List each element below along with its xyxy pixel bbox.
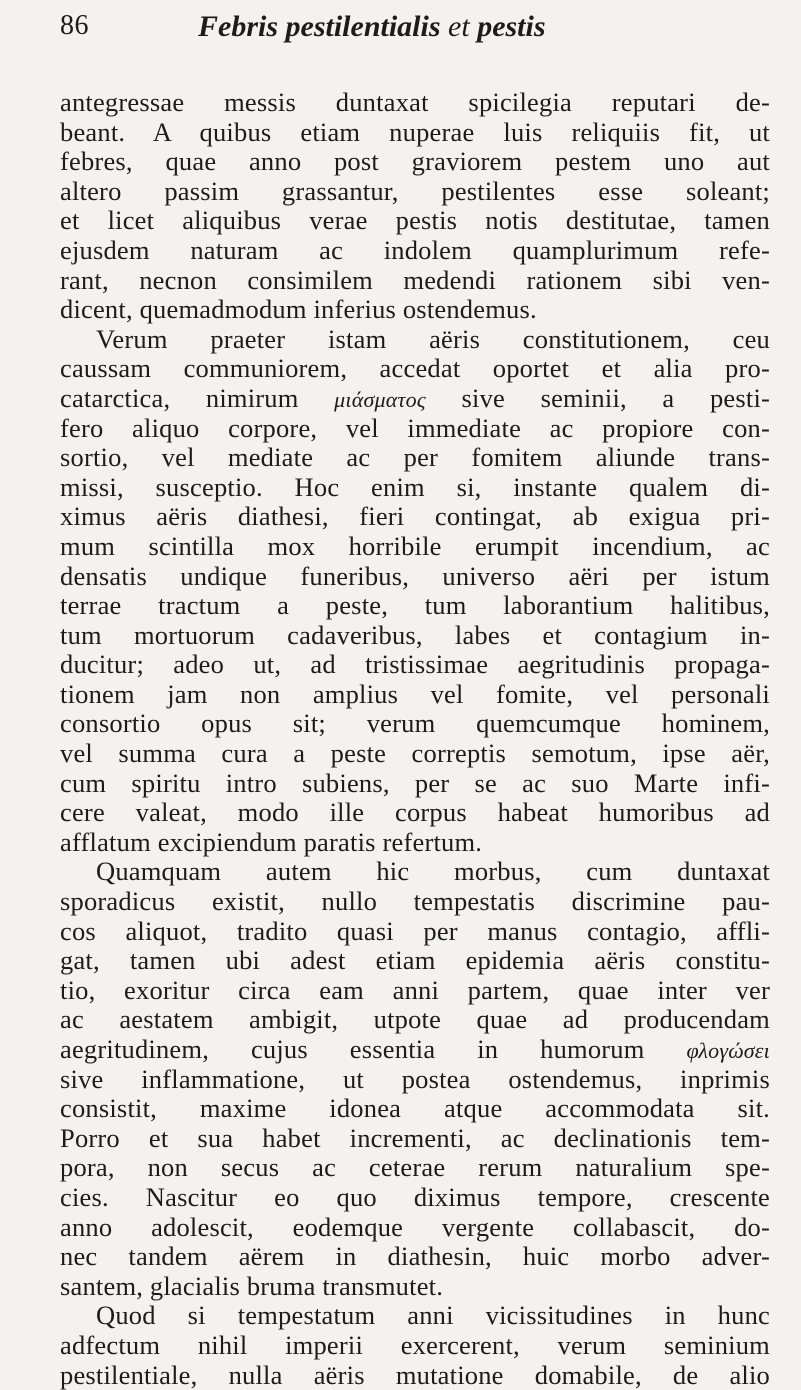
title-word-pestilentialis: pestilentialis: [285, 10, 441, 43]
text-line: dicent, quemadmodum inferius ostendemus.: [60, 294, 537, 325]
text-line: febres, quae anno post graviorem pestem uno aut: [60, 146, 770, 177]
text-segment: sive seminii, a pesti-: [461, 382, 771, 413]
text-line: fero aliquo corpore, vel immediate ac propiore con-: [60, 412, 770, 443]
text-line: altero passim grassantur, pestilentes esse soleant;: [60, 175, 770, 206]
text-segment: catarctica, nimirum: [60, 382, 299, 413]
running-title: [198, 10, 546, 44]
text-line: adfectum nihil imperii exercerent, verum seminium: [60, 1329, 770, 1360]
text-line: Verum praeter istam aëris constitutionem, ceu: [96, 323, 770, 354]
text-line: terrae tractum a peste, tum laborantium halitibus,: [60, 590, 770, 621]
text-line: ac aestatem ambigit, utpote quae ad producendam: [60, 1004, 770, 1035]
text-line: tio, exoritur circa eam anni partem, quae inter ver: [60, 974, 770, 1005]
text-line: densatis undique funeribus, universo aëri per istum: [60, 560, 770, 591]
text-line: beant. A quibus etiam nuperae luis reliquiis fit, ut: [60, 116, 770, 147]
text-line: mum scintilla mox horribile erumpit incendium, ac: [60, 530, 770, 561]
text-line: nec tandem aërem in diathesin, huic morbo adver-: [60, 1241, 770, 1272]
text-line: sortio, vel mediate ac per fomitem aliunde trans-: [60, 442, 770, 473]
text-line: antegressae messis duntaxat spicilegia reputari de-: [60, 87, 770, 117]
text-line: rant, necnon consimilem medendi rationem sibi ven-: [60, 264, 770, 295]
greek-word-miasmatos: μιάσματος: [334, 386, 426, 412]
page-number: 86: [60, 10, 89, 41]
text-line: consistit, maxime idonea atque accommodata sit.: [60, 1093, 770, 1124]
text-line: gat, tamen ubi adest etiam epidemia aëris constitu-: [60, 945, 770, 976]
text-line-with-greek: [60, 1035, 770, 1065]
text-line: afflatum excipiendum paratis refertum.: [60, 826, 483, 857]
text-line: cere valeat, modo ille corpus habeat humoribus ad: [60, 797, 770, 828]
text-line: santem, glacialis bruma transmutet.: [60, 1270, 444, 1301]
text-line: Quamquam autem hic morbus, cum duntaxat: [96, 856, 770, 887]
text-line: vel summa cura a peste correptis semotum, ipse aër,: [60, 738, 770, 769]
text-line: cos aliquot, tradito quasi per manus contagio, affli-: [60, 915, 770, 946]
text-line: sporadicus existit, nullo tempestatis discrimine pau-: [60, 886, 770, 917]
text-line: missi, susceptio. Hoc enim si, instante qualem di-: [60, 471, 770, 502]
title-word-febris: Febris: [198, 10, 279, 43]
text-line: sive inflammatione, ut postea ostendemus, inprimis: [60, 1063, 770, 1094]
text-line: et licet aliquibus verae pestis notis destitutae, tamen: [60, 205, 770, 236]
text-line: tionem jam non amplius vel fomite, vel personali: [60, 678, 770, 709]
text-line: ejusdem naturam ac indolem quamplurimum refe-: [60, 234, 770, 265]
text-line: pora, non secus ac ceterae rerum naturalium spe-: [60, 1152, 770, 1183]
text-line: consortio opus sit; verum quemcumque hominem,: [60, 708, 770, 739]
text-line-with-greek: [60, 384, 770, 414]
body-text: [60, 88, 770, 1390]
greek-word-phlogosei: φλογώσει: [686, 1038, 770, 1063]
text-line: caussam communiorem, accedat oportet et alia pro-: [60, 353, 770, 384]
text-line: tum mortuorum cadaveribus, labes et contagium in-: [60, 619, 770, 650]
text-segment: aegritudinem, cujus essentia in humorum: [60, 1034, 645, 1064]
text-line: ximus aëris diathesi, fieri contingat, ab exigua pri-: [60, 501, 770, 532]
text-line: cies. Nascitur eo quo diximus tempore, crescente: [60, 1181, 770, 1212]
text-line: anno adolescit, eodemque vergente collabascit, do-: [60, 1211, 770, 1242]
running-head: [60, 10, 760, 50]
text-line: pestilentiale, nulla aëris mutatione domabile, de alio: [60, 1359, 770, 1390]
title-word-et: et: [448, 10, 470, 43]
text-line: Quod si tempestatum anni vicissitudines in hunc: [96, 1300, 770, 1331]
text-line: cum spiritu intro subiens, per se ac suo Marte infi-: [60, 767, 770, 798]
text-line: Porro et sua habet incrementi, ac declinationis tem-: [60, 1122, 770, 1153]
text-line: ducitur; adeo ut, ad tristissimae aegritudinis propaga-: [60, 649, 770, 680]
title-word-pestis: pestis: [477, 10, 546, 43]
